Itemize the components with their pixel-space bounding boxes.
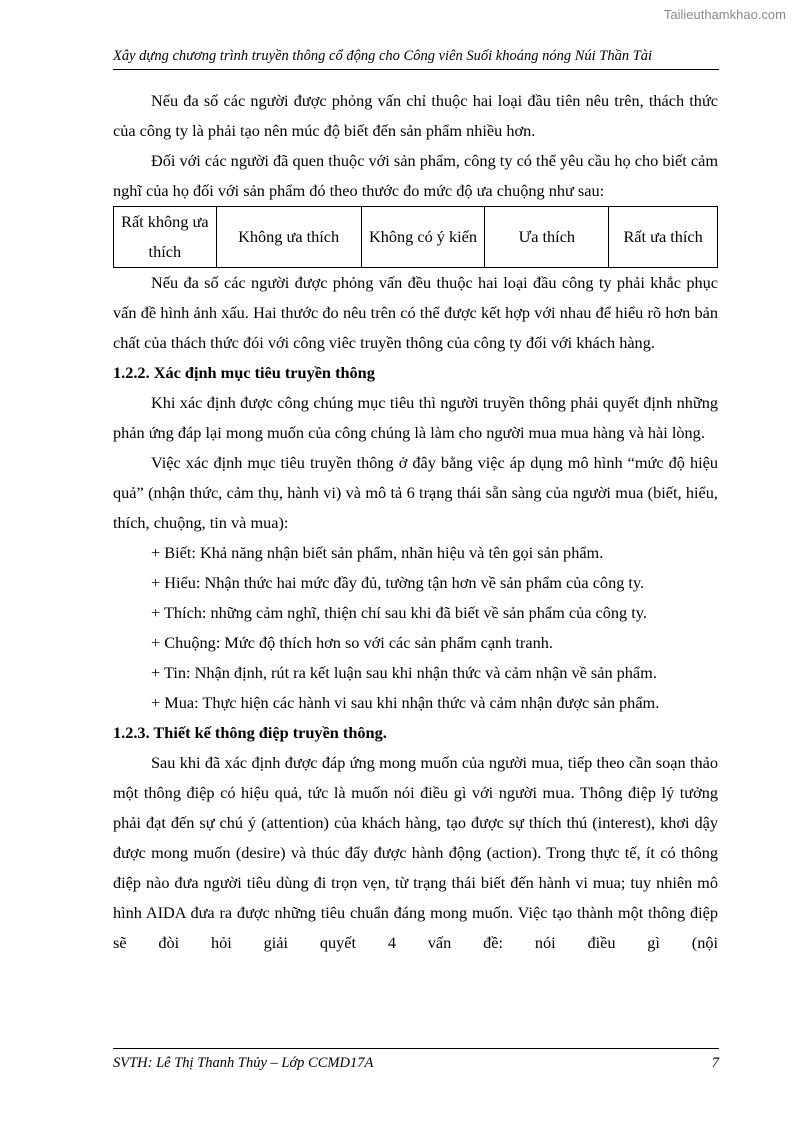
list-item: + Chuộng: Mức độ thích hơn so với các sản phẩm cạnh tranh. bbox=[151, 633, 553, 652]
paragraph-6: Sau khi đã xác định được đáp ứng mong muốn của người mua, tiếp theo cần soạn thảo một thông điệp có hiệu quả, tức là muốn nói điều gì với người mua. Thông điệp lý tưởng phải đạt đến sự chú ý (attention) của khách hàng, tạo được sự thích thú (interest), khơi dậy được mong muốn (desire) và thúc đẩy được hành động (action). Trong thực tế, ít có thông điệp nào đưa người tiêu dùng đi trọn vẹn, từ trạng thái biết đến hành vi mua; tuy nhiên mô hình AIDA đưa ra được những tiêu chuẩn đáng mong muốn. Việc tạo thành một thông điệp sẽ đòi hỏi giải quyết 4 vấn đề: nói điều gì (nội bbox=[113, 753, 718, 952]
page-number: 7 bbox=[711, 1055, 719, 1071]
scale-cell-5: Rất ưa thích bbox=[609, 207, 718, 268]
table-row bbox=[114, 207, 718, 268]
scale-cell-2: Không ưa thích bbox=[216, 207, 361, 268]
watermark: Tailieuthamkhao.com bbox=[663, 7, 786, 22]
paragraph-4: Khi xác định được công chúng mục tiêu thì người truyền thông phải quyết định những phản ứng đáp lại mong muốn của công chúng là làm cho người mua mua hàng và hài lòng. bbox=[113, 393, 718, 442]
paragraph-5: Việc xác định mục tiêu truyền thông ở đây bằng việc áp dụng mô hình “mức độ hiệu quả” (nhận thức, cảm thụ, hành vi) và mô tả 6 trạng thái sẵn sàng của người mua (biết, hiểu, thích, chuộng, tin và mua): bbox=[113, 453, 718, 532]
list-item: + Thích: những cảm nghĩ, thiện chí sau khi đã biết về sản phẩm của công ty. bbox=[151, 603, 647, 622]
scale-cell-3: Không có ý kiến bbox=[361, 207, 485, 268]
page-content bbox=[113, 86, 718, 958]
page-header bbox=[113, 48, 719, 70]
paragraph-1: Nếu đa số các người được phỏng vấn chỉ thuộc hai loại đầu tiên nêu trên, thách thức của công ty là phải tạo nên múc độ biết đến sản phẩm nhiều hơn. bbox=[113, 91, 718, 140]
list-item: + Mua: Thực hiện các hành vi sau khi nhận thức và cảm nhận được sản phẩm. bbox=[151, 693, 660, 712]
list-item: + Biết: Khả năng nhận biết sản phẩm, nhãn hiệu và tên gọi sản phẩm. bbox=[151, 543, 604, 562]
scale-cell-1: Rất không ưa thích bbox=[114, 207, 217, 268]
preference-scale-table bbox=[113, 206, 718, 268]
footer-author: SVTH: Lê Thị Thanh Thủy – Lớp CCMD17A bbox=[113, 1055, 374, 1071]
list-item: + Tin: Nhận định, rút ra kết luận sau khi nhận thức và cảm nhận về sản phẩm. bbox=[151, 663, 657, 682]
paragraph-3: Nếu đa số các người được phỏng vấn đều thuộc hai loại đầu công ty phải khắc phục vấn đề hình ảnh xấu. Hai thước đo nêu trên có thể được kết hợp với nhau để hiểu rõ hơn bản chất của thách thức đói với công viêc truyền thông của công ty đối với khách hàng. bbox=[113, 273, 718, 352]
header-title: Xây dựng chương trình truyền thông cổ động cho Công viên Suối khoáng nóng Núi Thần Tài bbox=[113, 48, 653, 64]
page-footer bbox=[113, 1048, 719, 1072]
section-heading-1-2-3: 1.2.3. Thiết kế thông điệp truyền thông. bbox=[113, 723, 387, 742]
list-item: + Hiểu: Nhận thức hai mức đầy đủ, tường tận hơn về sản phẩm của công ty. bbox=[151, 573, 645, 592]
scale-cell-4: Ưa thích bbox=[485, 207, 609, 268]
paragraph-2: Đối với các người đã quen thuộc với sản phẩm, công ty có thể yêu cầu họ cho biết cảm nghĩ của họ đối với sản phẩm đó theo thước đo mức độ ưa chuộng như sau: bbox=[113, 151, 718, 200]
section-heading-1-2-2: 1.2.2. Xác định mục tiêu truyền thông bbox=[113, 363, 375, 382]
